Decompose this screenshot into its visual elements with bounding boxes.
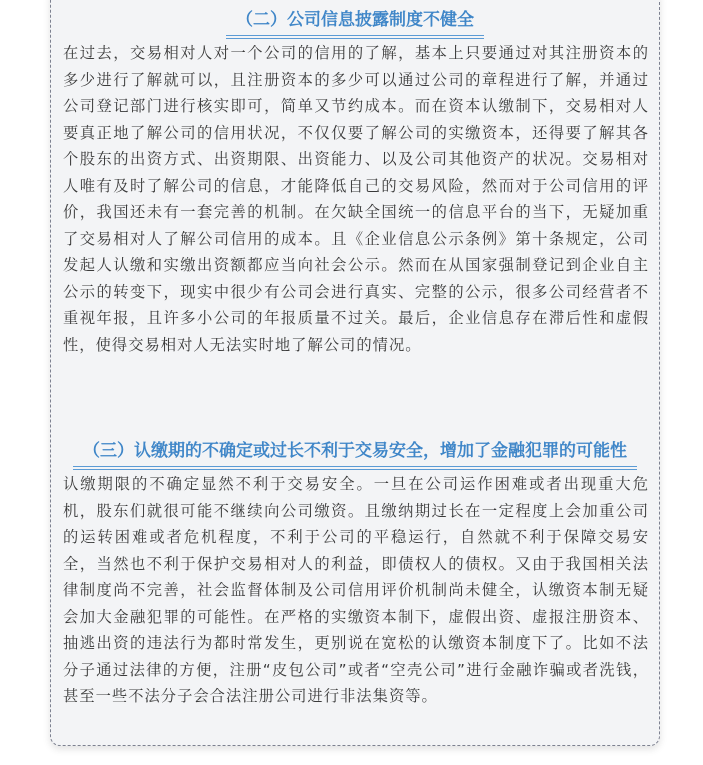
section-2-paragraph: 在过去，交易相对人对一个公司的信用的了解，基本上只要通过对其注册资本的多少进行了解就可以，且注册资本的多少可以通过公司的章程进行了解，并通过公司登记部门进行核实即可，简单又节约成本。而在资本认缴制下，交易相对人要真正地了解公司的信用状况，不仅仅要了解公司的实缴资本，还得要了解其各个股东的出资方式、出资期限、出资能力、以及公司其他资产的状况。交易相对人唯有及时了解公司的信息，才能降低自己的交易风险，然而对于公司信用的评价，我国还未有一套完善的机制。在欠缺全国统一的信息平台的当下，无疑加重了交易相对人了解公司信用的成本。且《企业信息公示条例》第十条规定，公司发起人认缴和实缴出资额都应当向社会公示。然而在从国家强制登记到企业自主公示的转变下，现实中很少有公司会进行真实、完整的公示，很多公司经营者不重视年报，且许多小公司的年报质量不过关。最后，企业信息存在滞后性和虚假性，使得交易相对人无法实时地了解公司的情况。 (63, 44, 649, 354)
article-card (50, 0, 660, 746)
section-heading-2-text: （二）公司信息披露制度不健全 (226, 8, 484, 39)
section-heading-2 (51, 8, 659, 39)
section-heading-3-text: （三）认缴期的不确定或过长不利于交易安全，增加了金融犯罪的可能性 (73, 439, 637, 470)
section-heading-3 (51, 439, 659, 470)
section-3-paragraph: 认缴期限的不确定显然不利于交易安全。一旦在公司运作困难或者出现重大危机，股东们就很可能不继续向公司缴资。且缴纳期过长在一定程度上会加重公司的运转困难或者危机程度，不利于公司的平稳运行，自然就不利于保障交易安全，当然也不利于保护交易相对人的利益，即债权人的债权。又由于我国相关法律制度尚不完善，社会监督体制及公司信用评价机制尚未健全，认缴资本制无疑会加大金融犯罪的可能性。在严格的实缴资本制下，虚假出资、虚报注册资本、抽逃出资的违法行为都时常发生，更别说在宽松的认缴资本制度下了。比如不法分子通过法律的方便，注册“皮包公司”或者“空壳公司”进行金融诈骗或者洗钱，甚至一些不法分子会合法注册公司进行非法集资等。 (63, 475, 649, 705)
